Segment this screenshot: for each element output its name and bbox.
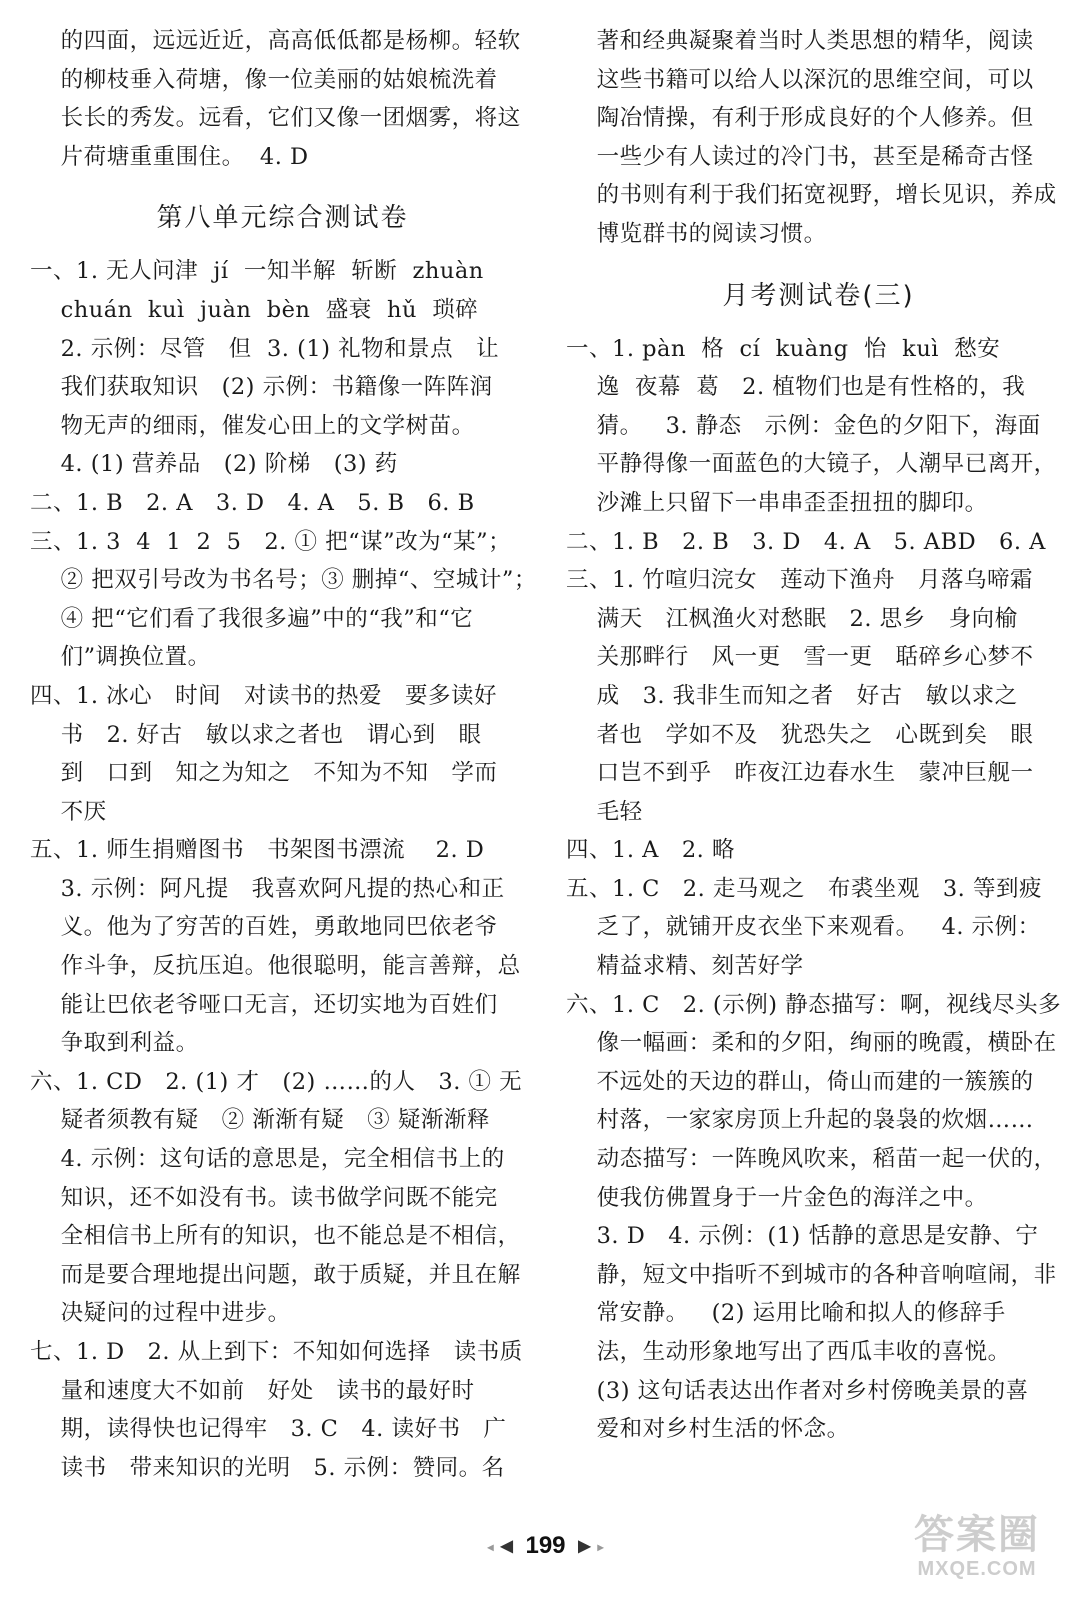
text-line: 全相信书上所有的知识，也不能总是不相信，	[30, 1223, 521, 1250]
text-line: 争取到利益。	[30, 1030, 199, 1057]
text-line: 的柳枝垂入荷塘，像一位美丽的姑娘梳洗着	[30, 66, 498, 93]
section-title: 月考测试卷(三)	[722, 280, 915, 311]
text-line: 义。他为了穷苦的百姓，勇敢地同巴依老爷	[30, 914, 498, 941]
faint-left-arrow-icon: ◂	[487, 1540, 494, 1554]
text-line: 六、1. CD 2. (1) 才 (2) ……的人 3. ① 无	[30, 1068, 523, 1095]
text-line: 能让巴依老爷哑口无言，还切实地为百姓们	[30, 991, 498, 1018]
text-line: chuán kuì juàn bèn 盛衰 hǔ 琐碎	[30, 296, 479, 323]
text-line: 的书则有利于我们拓宽视野，增长见识，养成	[566, 182, 1057, 209]
right-arrow-icon: ▶	[578, 1538, 591, 1555]
text-line: 猜。 3. 静态 示例：金色的夕阳下，海面	[566, 412, 1041, 439]
text-line: 作斗争，反抗压迫。他很聪明，能言善辩，总	[30, 953, 521, 980]
text-line: 平静得像一面蓝色的大镜子，人潮早已离开，	[566, 451, 1057, 478]
text-line: 三、1. 3 4 1 2 5 2. ① 把“谋”改为“某”；	[30, 528, 512, 555]
text-line: 决疑问的过程中进步。	[30, 1300, 291, 1327]
text-line: 陶冶情操，有利于形成良好的个人修养。但	[566, 105, 1034, 132]
text-line: 片荷塘重重围住。 4. D	[30, 143, 309, 170]
text-line: 2. 示例：尽管 但 3. (1) 礼物和景点 让	[30, 335, 500, 362]
text-line: 3. 示例：阿凡提 我喜欢阿凡提的热心和正	[30, 875, 505, 902]
text-line: 我们获取知识 (2) 示例：书籍像一阵阵润	[30, 374, 493, 401]
text-line: 口岂不到乎 昨夜江边春水生 蒙冲巨舰一	[566, 760, 1034, 787]
text-line: 4. (1) 营养品 (2) 阶梯 (3) 药	[30, 451, 398, 478]
text-line: (3) 这句话表达出作者对乡村傍晚美景的喜	[566, 1377, 1029, 1404]
text-line: 书 2. 好古 敏以求之者也 谓心到 眼	[30, 721, 482, 748]
text-line: 乏了，就铺开皮衣坐下来观看。 4. 示例：	[566, 914, 1041, 941]
text-line: 六、1. C 2. (示例) 静态描写：啊，视线尽头多	[566, 991, 1062, 1018]
text-line: 二、1. B 2. A 3. D 4. A 5. B 6. B	[30, 489, 475, 516]
text-line: 一、1. pàn 格 cí kuàng 怡 kuì 愁安	[566, 335, 1001, 362]
text-line: 的四面，远远近近，高高低低都是杨柳。轻软	[30, 28, 521, 54]
text-line: 毛轻	[566, 798, 643, 825]
text-line: 五、1. C 2. 走马观之 布裘坐观 3. 等到疲	[566, 875, 1042, 902]
text-line: 一些少有人读过的冷门书，甚至是稀奇古怪	[566, 143, 1034, 170]
text-line: 成 3. 我非生而知之者 好古 敏以求之	[566, 682, 1018, 709]
text-line: 精益求精、刻苦好学	[566, 953, 804, 980]
left-arrow-icon: ◀	[500, 1538, 513, 1555]
text-line: 五、1. 师生捐赠图书 书架图书漂流 2. D	[30, 837, 485, 864]
text-line: 逸 夜幕 葛 2. 植物们也是有性格的，我	[566, 374, 1026, 401]
text-line: 读书 带来知识的光明 5. 示例：赞同。名	[30, 1454, 505, 1481]
left-column	[30, 22, 535, 1487]
text-line: 一、1. 无人问津 jí 一知半解 斩断 zhuàn	[30, 258, 484, 285]
text-line: 关那畔行 风一更 雪一更 聒碎乡心梦不	[566, 644, 1034, 671]
text-line: 期，读得快也记得牢 3. C 4. 读好书 广	[30, 1416, 507, 1443]
text-line: 不远处的天边的群山，倚山而建的一簇簇的	[566, 1068, 1034, 1095]
text-line: ② 把双引号改为书名号；③ 删掉“、空城计”；	[30, 567, 537, 594]
text-line: 3. D 4. 示例：(1) 恬静的意思是安静、宁	[566, 1223, 1039, 1250]
text-line: 博览群书的阅读习惯。	[566, 220, 827, 247]
page-number: 199	[525, 1532, 566, 1559]
text-line: 们”调换位置。	[30, 644, 211, 671]
text-line: 动态描写：一阵晚风吹来，稻苗一起一伏的，	[566, 1146, 1057, 1173]
text-line: 像一幅画：柔和的夕阳，绚丽的晚霞，横卧在	[566, 1030, 1057, 1057]
text-line: 三、1. 竹喧归浣女 莲动下渔舟 月落乌啼霜	[566, 567, 1034, 594]
text-line: 七、1. D 2. 从上到下：不知如何选择 读书质	[30, 1339, 523, 1365]
text-line: 4. 示例：这句话的意思是，完全相信书上的	[30, 1146, 505, 1173]
text-line: 量和速度大不如前 好处 读书的最好时	[30, 1377, 475, 1404]
text-line: 而是要合理地提出问题，敢于质疑，并且在解	[30, 1261, 521, 1288]
watermark	[877, 1512, 1077, 1592]
section-title: 第八单元综合测试卷	[156, 203, 409, 234]
text-line: 著和经典凝聚着当时人类思想的精华，阅读	[566, 28, 1034, 54]
watermark-url: MXQE.COM	[917, 1558, 1037, 1580]
text-line: 到 口到 知之为知之 不知为不知 学而	[30, 760, 498, 787]
text-line: 知识，还不如没有书。读书做学问既不能完	[30, 1184, 498, 1211]
text-line: 爱和对乡村生活的怀念。	[566, 1416, 850, 1443]
faint-right-arrow-icon: ▸	[597, 1540, 604, 1554]
text-line: 村落，一家家房顶上升起的袅袅的炊烟……	[566, 1107, 1034, 1134]
text-line: 常安静。 (2) 运用比喻和拟人的修辞手	[566, 1300, 1006, 1327]
text-line: 四、1. A 2. 略	[566, 837, 735, 864]
watermark-logo: 答案圈	[914, 1513, 1040, 1557]
text-line: 疑者须教有疑 ② 渐渐有疑 ③ 疑渐渐释	[30, 1107, 490, 1134]
text-line: 长长的秀发。远看，它们又像一团烟雾，将这	[30, 105, 521, 132]
text-line: 使我仿佛置身于一片金色的海洋之中。	[566, 1184, 988, 1211]
right-column	[566, 22, 1071, 1449]
text-line: 二、1. B 2. B 3. D 4. A 5. ABD 6. A	[566, 528, 1046, 555]
text-line: 不厌	[30, 798, 107, 825]
text-line: 物无声的细雨，催发心田上的文学树苗。	[30, 412, 475, 439]
text-line: ④ 把“它们看了我很多遍”中的“我”和“它	[30, 605, 474, 632]
text-line: 这些书籍可以给人以深沉的思维空间，可以	[566, 66, 1034, 93]
text-line: 静，短文中指听不到城市的各种音响喧闹，非	[566, 1261, 1057, 1288]
text-line: 者也 学如不及 犹恐失之 心既到矣 眼	[566, 721, 1034, 748]
text-line: 四、1. 冰心 时间 对读书的热爱 要多读好	[30, 682, 497, 709]
text-line: 沙滩上只留下一串串歪歪扭扭的脚印。	[566, 489, 988, 516]
text-line: 满天 江枫渔火对愁眠 2. 思乡 身向榆	[566, 605, 1018, 632]
text-line: 法，生动形象地写出了西瓜丰收的喜悦。	[566, 1339, 1011, 1365]
